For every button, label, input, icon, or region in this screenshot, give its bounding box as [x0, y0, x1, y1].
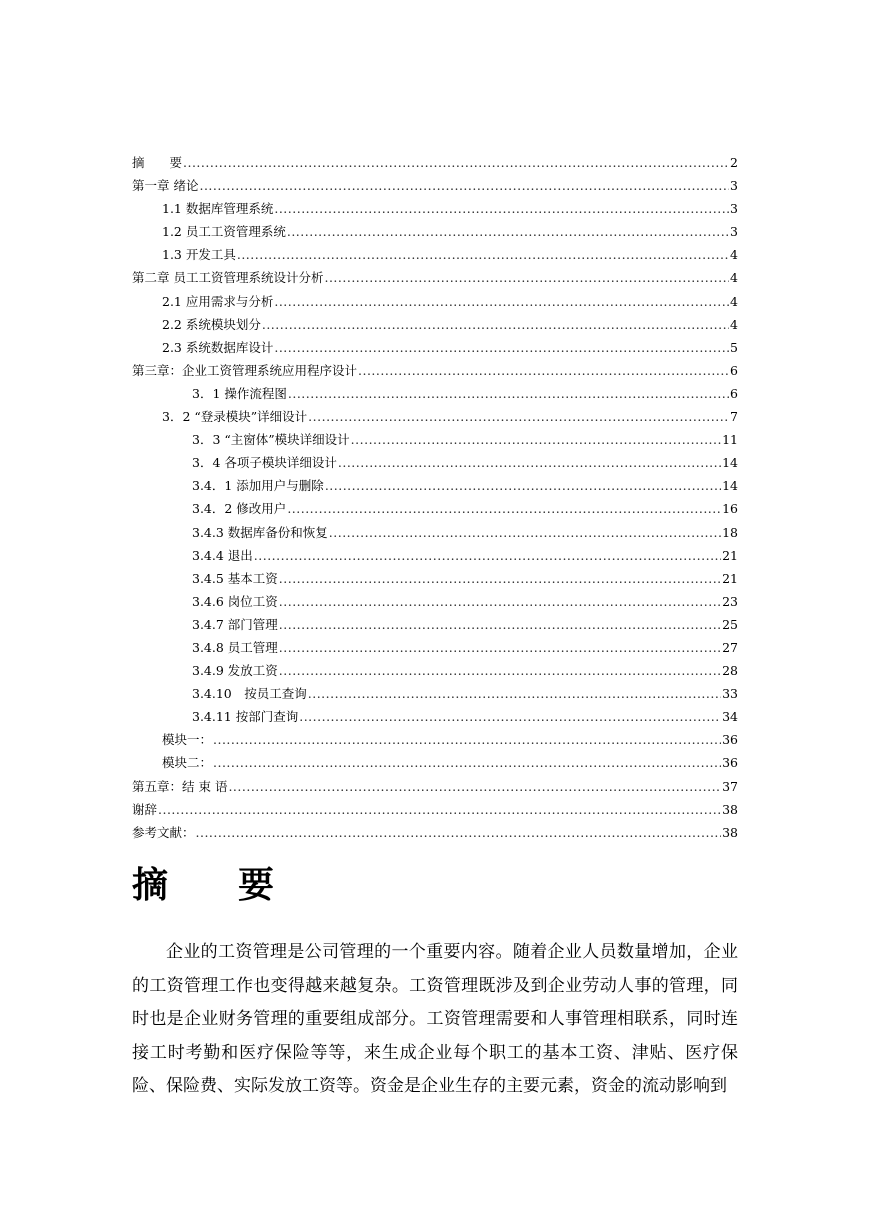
- toc-entry[interactable]: [132, 567, 738, 590]
- toc-entry[interactable]: [132, 636, 738, 659]
- toc-entry-page-number: 4: [730, 293, 738, 309]
- toc-entry[interactable]: [132, 151, 738, 174]
- toc-dot-leader: [338, 451, 721, 474]
- toc-entry[interactable]: [132, 497, 738, 520]
- toc-entry-page-number: 21: [722, 570, 738, 586]
- toc-entry-page-number: 4: [730, 247, 738, 263]
- toc-entry-page-number: 38: [722, 801, 738, 817]
- toc-entry[interactable]: [132, 243, 738, 266]
- toc-entry-page-number: 3: [730, 224, 738, 240]
- toc-dot-leader: [213, 751, 721, 774]
- toc-entry-page-number: 37: [722, 778, 738, 794]
- toc-entry[interactable]: [132, 798, 738, 821]
- toc-entry[interactable]: [132, 682, 738, 705]
- toc-entry-title: 3．2 “登录模块”详细设计: [162, 409, 308, 425]
- toc-entry-title: 3．1 操作流程图: [192, 385, 287, 401]
- toc-entry-page-number: 36: [722, 755, 738, 771]
- toc-entry-page-number: 7: [730, 409, 738, 425]
- toc-dot-leader: [279, 590, 721, 613]
- toc-dot-leader: [274, 197, 729, 220]
- toc-entry-title: 3.4.8 员工管理: [192, 639, 278, 655]
- toc-entry-page-number: 2: [730, 155, 738, 170]
- toc-entry[interactable]: [132, 313, 738, 336]
- toc-entry[interactable]: [132, 659, 738, 682]
- toc-dot-leader: [254, 544, 721, 567]
- toc-entry-page-number: 25: [722, 616, 738, 632]
- toc-entry-title: 2.1 应用需求与分析: [162, 293, 274, 309]
- toc-entry[interactable]: [132, 197, 738, 220]
- toc-entry-page-number: 5: [730, 339, 738, 355]
- toc-entry[interactable]: [132, 728, 738, 751]
- toc-dot-leader: [351, 428, 721, 451]
- toc-entry[interactable]: [132, 220, 738, 243]
- toc-dot-leader: [358, 359, 729, 382]
- toc-entry-title: 模块二：: [162, 755, 213, 771]
- toc-dot-leader: [279, 613, 721, 636]
- toc-entry-title: 3.4.11 按部门查询: [192, 709, 299, 725]
- toc-entry[interactable]: [132, 266, 738, 289]
- toc-entry[interactable]: [132, 705, 738, 728]
- toc-entry-title: 3．4 各项子模块详细设计: [192, 455, 337, 471]
- toc-entry-title: 模块一：: [162, 732, 213, 748]
- toc-entry-page-number: 11: [722, 432, 738, 448]
- toc-entry-title: 2.3 系统数据库设计: [162, 339, 274, 355]
- toc-entry-page-number: 18: [722, 524, 738, 540]
- toc-dot-leader: [287, 497, 721, 520]
- toc-entry-title: 3．3 “主窗体”模块详细设计: [192, 432, 350, 448]
- toc-dot-leader: [237, 243, 729, 266]
- toc-entry[interactable]: [132, 751, 738, 774]
- toc-dot-leader: [158, 798, 721, 821]
- toc-dot-leader: [325, 474, 721, 497]
- toc-dot-leader: [199, 174, 729, 197]
- toc-entry-page-number: 3: [730, 201, 738, 217]
- toc-dot-leader: [279, 567, 721, 590]
- toc-entry-title: 第一章 绪论: [132, 178, 199, 194]
- toc-entry-page-number: 27: [722, 639, 738, 655]
- toc-dot-leader: [329, 521, 721, 544]
- toc-entry-title: 第二章 员工工资管理系统设计分析: [132, 270, 324, 286]
- toc-entry[interactable]: [132, 405, 738, 428]
- toc-entry-title: 第三章：企业工资管理系统应用程序设计: [132, 362, 358, 378]
- abstract-heading: 摘要: [132, 865, 345, 906]
- toc-entry-page-number: 4: [730, 270, 738, 286]
- toc-dot-leader: [279, 659, 721, 682]
- toc-dot-leader: [213, 728, 721, 751]
- toc-entry-title: 3.4.4 退出: [192, 547, 253, 563]
- toc-entry-page-number: 38: [722, 824, 738, 840]
- toc-dot-leader: [299, 705, 721, 728]
- toc-entry[interactable]: [132, 428, 738, 451]
- toc-dot-leader: [279, 636, 721, 659]
- toc-entry[interactable]: [132, 359, 738, 382]
- toc-entry[interactable]: [132, 590, 738, 613]
- toc-dot-leader: [183, 151, 729, 174]
- toc-entry[interactable]: [132, 174, 738, 197]
- abstract-body: 企业的工资管理是公司管理的一个重要内容。随着企业人员数量增加，企业的工资管理工作也变得越来越复杂。工资管理既涉及到企业劳动人事的管理，同时也是企业财务管理的重要组成部分。工资管理需要和人事管理相联系，同时连接工时考勤和医疗保险等等，来生成企业每个职工的基本工资、津贴、医疗保险、保险费、实际发放工资等。资金是企业生存的主要元素，资金的流动影响到: [132, 942, 738, 1097]
- toc-entry-title: 第五章：结 束 语: [132, 778, 228, 794]
- toc-entry-title: 参考文献：: [132, 824, 195, 840]
- toc-entry-title: 谢辞: [132, 801, 158, 817]
- toc-entry-page-number: 16: [722, 501, 738, 517]
- toc-entry[interactable]: [132, 775, 738, 798]
- toc-dot-leader: [262, 313, 729, 336]
- toc-entry[interactable]: [132, 451, 738, 474]
- toc-entry-page-number: 36: [722, 732, 738, 748]
- toc-entry-page-number: 14: [722, 478, 738, 494]
- toc-entry-page-number: 34: [722, 709, 738, 725]
- toc-entry-title: 3.4.3 数据库备份和恢复: [192, 524, 328, 540]
- toc-entry-title: 1.2 员工工资管理系统: [162, 224, 286, 240]
- toc-dot-leader: [308, 405, 729, 428]
- toc-entry-page-number: 21: [722, 547, 738, 563]
- toc-entry-title: 1.1 数据库管理系统: [162, 201, 274, 217]
- toc-entry[interactable]: [132, 474, 738, 497]
- toc-entry-title: 3.4.5 基本工资: [192, 570, 278, 586]
- toc-entry-title: 3.4.7 部门管理: [192, 616, 278, 632]
- toc-entry-title: 3.4．1 添加用户与删除: [192, 478, 324, 494]
- toc-entry-page-number: 33: [722, 686, 738, 702]
- toc-entry-page-number: 23: [722, 593, 738, 609]
- toc-entry-title: 摘 要: [132, 155, 183, 170]
- toc-entry-title: 2.2 系统模块划分: [162, 316, 261, 332]
- toc-dot-leader: [274, 336, 729, 359]
- toc-entry[interactable]: [132, 544, 738, 567]
- toc-entry[interactable]: [132, 821, 738, 844]
- toc-entry-page-number: 4: [730, 316, 738, 332]
- toc-entry[interactable]: [132, 521, 738, 544]
- toc-entry-title: 3.4．2 修改用户: [192, 501, 287, 517]
- toc-entry-title: 3.4.6 岗位工资: [192, 593, 278, 609]
- toc-entry-page-number: 6: [730, 385, 738, 401]
- table-of-contents: [132, 151, 738, 844]
- toc-dot-leader: [288, 382, 729, 405]
- toc-entry[interactable]: [132, 613, 738, 636]
- toc-dot-leader: [228, 775, 721, 798]
- toc-entry-page-number: 28: [722, 663, 738, 679]
- toc-dot-leader: [287, 220, 729, 243]
- toc-dot-leader: [324, 266, 729, 289]
- toc-entry[interactable]: [132, 336, 738, 359]
- toc-entry-title: 3.4.10 按员工查询: [192, 686, 307, 702]
- toc-entry-page-number: 3: [730, 178, 738, 194]
- toc-entry[interactable]: [132, 382, 738, 405]
- toc-entry-page-number: 14: [722, 455, 738, 471]
- toc-dot-leader: [308, 682, 721, 705]
- toc-dot-leader: [274, 290, 729, 313]
- toc-dot-leader: [196, 821, 722, 844]
- toc-entry-page-number: 6: [730, 362, 738, 378]
- toc-entry[interactable]: [132, 290, 738, 313]
- toc-entry-title: 1.3 开发工具: [162, 247, 236, 263]
- toc-entry-title: 3.4.9 发放工资: [192, 663, 278, 679]
